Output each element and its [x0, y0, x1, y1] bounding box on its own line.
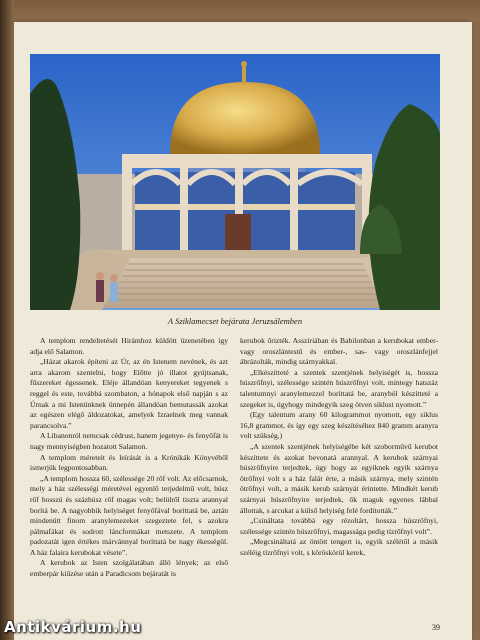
watermark-logo: Antikvárium.hu — [4, 618, 142, 636]
paragraph: kerubok őrizték. Asszíriában és Babilonban a kerubokat ember- vagy oroszlántestű és ember-, sas- vagy oroszlánfejjel ábrázolták, mindig szárnyakkal. — [240, 336, 438, 367]
photo-caption: A Sziklamecset bejárata Jeruzsálemben — [167, 316, 303, 326]
text-column-right — [240, 336, 438, 558]
paragraph: A templom méreteit és leírását is a Krónikák Könyvéből ismerjük legpontosabban. — [30, 452, 228, 473]
paragraph: A Libanonról nemcsak cédrust, hanem jegenye- és fenyőfát is nagy mennyiségben hozatott Salamon. — [30, 431, 228, 451]
paragraph: „A templom hossza 60, szélessége 20 rőf volt. Az előcsarnok, mely a ház szélességi méretével egyenlő terjedelmű volt, húsz rőf hosszú és százhúsz rőf magas volt; belülről tiszta arannyal borítá be. A nagyobbik helyiséget fenyőfával boríttatá be, aztán mindenütt finom aranylemezeket szegeztete fel, s azokra pálmafákat és sodrott láncformákat metszete. A templom padozatát igen értékes márvánnyal boríttatá be nagy ékességül. A ház falaira kerubokat vésete”. — [30, 473, 228, 557]
paragraph: „Házat akarok építeni az Úr, az én Istenem nevének, és azt arra akarom szentelni, hogy Előtte jó illatot gyújtsanak, fűszereket égessenek. Eléje állandóan kenyereket tegyenek s reggel és este, továbbá szombaton, a hónapok első napján s az Úrnak a mi Istenünknek ünnepén állandóan bemutassák azokat az egészen elégő áldozatokat, amelyek Izraelnek meg vannak parancsolva.” — [30, 357, 228, 430]
paragraph: „Elkészítteté a szentek szentjének helyiségét is, hossza húszrőfnyi, szélessége szintén húszrőfnyi volt, mintegy hatszáz talentumnyi aranylemezzel boríttatá be, aranyból készítteté a szegeket is, úgyhogy mindegyik szeg ötven siklust nyomott.” — [240, 367, 438, 409]
text-column-left — [30, 336, 228, 580]
paragraph: (Egy talentum arany 60 kilogrammot nyomott, egy siklus 16,8 grammot, és így egy szeg készítéséhez 840 gramm aranyra volt szükség.) — [240, 410, 438, 441]
paragraph: A kerubok az Isten szolgálatában álló lények; az első emberpár kiűzése után a Paradicsom bejáratát is — [30, 558, 228, 579]
page-number: 39 — [432, 623, 440, 632]
paragraph: „Csináltata továbbá egy rézoltárt, hossza húszrőfnyi, szélessége szintén húszrőfnyi, magassága pedig tízrőfnyi volt”. — [240, 516, 438, 536]
paragraph: „A szentek szentjének helyiségébe két szoborművű kerubot készíttete és azokat bevonatá arannyal. A kerubok szárnyai húszrőfnyire terjedtek, úgy hogy az egyiknek egyik szárnya ötrőfnyi volt s a ház falát érte, a másik szárnya, mely szintén ötrőfnyi volt, a másik kerub szárnyát érintette. Mindkét kerub szárnyai húszrőfnyire terjedtek, ők maguk egyenes lábbal állottak, s arcukat a külső helyiség felé fordították.” — [240, 441, 438, 515]
paragraph: A templom rendeltetését Hirámhoz küldött üzenetében így adja elő Salamon. — [30, 336, 228, 356]
photo-illustration — [30, 54, 440, 310]
background-top — [0, 0, 480, 22]
book-binding — [0, 0, 14, 640]
book-page — [8, 22, 472, 640]
paragraph: „Megcsináltatá az öntött tengert is, egyik szélétől a másik széléig tízrőfnyi volt, s köröskörül kerek, — [240, 537, 438, 557]
photo-dome-of-the-rock — [30, 54, 440, 310]
